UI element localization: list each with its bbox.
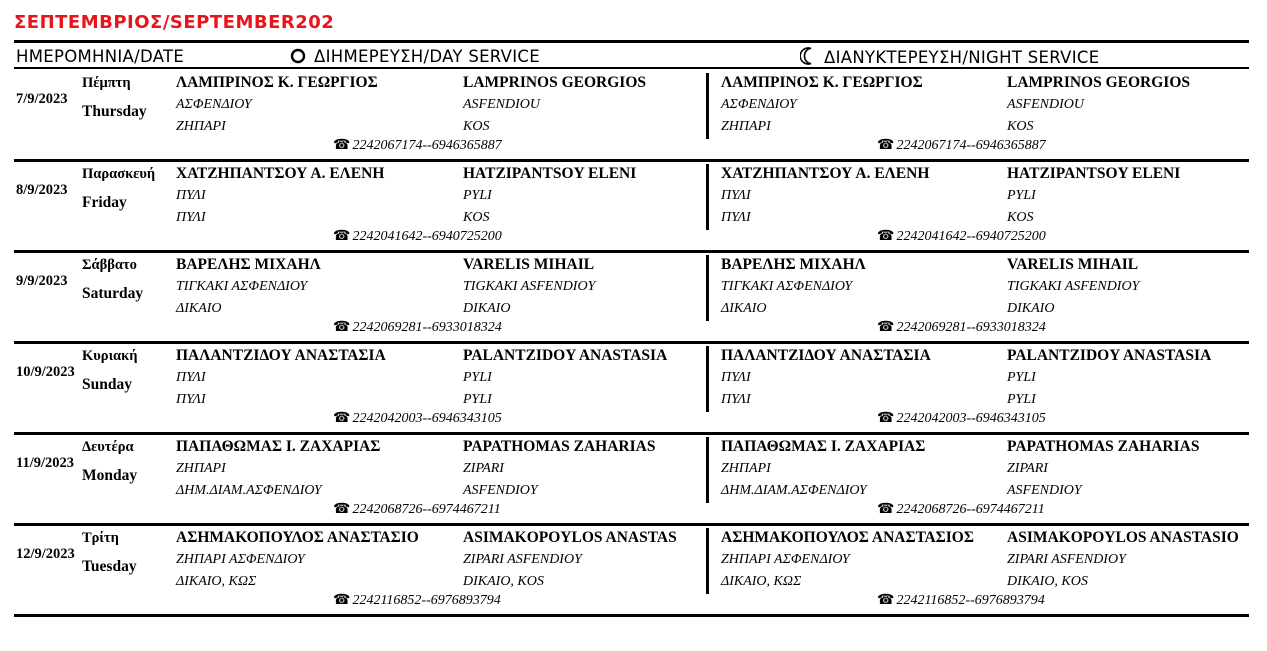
day-pharmacist-name-gr: ΒΑΡΕΛΗΣ ΜΙΧΑΗΛ [176, 256, 321, 273]
column-divider [706, 255, 709, 321]
night-address-en-line2: PYLI [1007, 392, 1036, 407]
row-day-english: Thursday [82, 103, 147, 120]
column-divider [706, 528, 709, 594]
day-pharmacist-name-gr: ΑΣΗΜΑΚΟΠΟΥΛΟΣ ΑΝΑΣΤΑΣΙΟ [176, 529, 419, 546]
phone-icon: ☎ [333, 593, 351, 608]
night-address-en-line2: DIKAIO [1007, 301, 1055, 316]
row-separator [14, 614, 1249, 617]
row-separator [14, 341, 1249, 344]
day-phone-number: 2242116852--6976893794 [352, 593, 501, 608]
row-day-english: Sunday [82, 376, 132, 393]
night-address-gr-line1: ΖΗΠΑΡΙ ΑΣΦΕΝΔΙΟΥ [721, 552, 850, 567]
night-pharmacist-name-en: ASIMAKOPOYLOS ANASTASIO [1007, 529, 1239, 546]
day-pharmacist-name-en: LAMPRINOS GEORGIOS [463, 74, 647, 91]
table-row [0, 255, 1267, 347]
night-pharmacist-name-en: LAMPRINOS GEORGIOS [1007, 74, 1191, 91]
night-phone [877, 319, 1046, 336]
day-phone [333, 319, 502, 336]
phone-icon: ☎ [877, 502, 895, 517]
night-phone [877, 410, 1046, 427]
night-pharmacist-name-en: HATZIPANTSOY ELENI [1007, 165, 1181, 182]
night-address-en-line2: DIKAIO, KOS [1007, 574, 1088, 589]
row-day-greek: Δευτέρα [82, 439, 134, 455]
day-phone-number: 2242041642--6940725200 [352, 229, 502, 244]
header-top-rule [14, 40, 1249, 43]
night-address-gr-line2: ΔΗΜ.ΔΙΑΜ.ΑΣΦΕΝΔΙΟΥ [721, 483, 867, 498]
day-pharmacist-name-gr: ΛΑΜΠΡΙΝΟΣ Κ. ΓΕΩΡΓΙΟΣ [176, 74, 378, 91]
night-address-gr-line1: ΤΙΓΚΑΚΙ ΑΣΦΕΝΔΙΟΥ [721, 279, 853, 294]
row-date: 10/9/2023 [16, 364, 75, 380]
phone-icon: ☎ [877, 229, 895, 244]
day-address-gr-line2: ΔΙΚΑΙΟ, ΚΩΣ [176, 574, 257, 589]
moon-icon [800, 47, 816, 69]
night-phone [877, 592, 1045, 609]
night-pharmacist-name-gr: ΠΑΠΑΘΩΜΑΣ Ι. ΖΑΧΑΡΙΑΣ [721, 438, 926, 455]
page-title: ΣΕΠΤΕΜΒΡΙΟΣ/SEPTEMBER202 [14, 12, 335, 33]
day-address-gr-line2: ΖΗΠΑΡΙ [176, 119, 226, 134]
night-phone [877, 228, 1046, 245]
day-address-en-line2: ASFENDIOY [463, 483, 538, 498]
row-separator [14, 523, 1249, 526]
day-pharmacist-name-en: VARELIS MIHAIL [463, 256, 595, 273]
night-pharmacist-name-en: PALANTZIDOY ANASTASIA [1007, 347, 1212, 364]
day-address-en-line2: PYLI [463, 392, 492, 407]
phone-icon: ☎ [333, 229, 351, 244]
day-phone [333, 137, 502, 154]
table-row [0, 528, 1267, 620]
day-address-en-line2: KOS [463, 119, 490, 134]
row-date: 11/9/2023 [16, 455, 75, 471]
table-row [0, 164, 1267, 256]
day-address-gr-line1: ΠΥΛΙ [176, 188, 206, 203]
day-address-gr-line1: ΑΣΦΕΝΔΙΟΥ [176, 97, 252, 112]
day-phone-number: 2242067174--6946365887 [352, 138, 502, 153]
day-address-en-line1: ZIPARI ASFENDIOY [463, 552, 582, 567]
night-address-gr-line1: ΠΥΛΙ [721, 370, 751, 385]
row-day-english: Saturday [82, 285, 144, 302]
phone-icon: ☎ [877, 411, 895, 426]
phone-icon: ☎ [333, 502, 351, 517]
day-phone [333, 228, 502, 245]
night-address-en-line1: PYLI [1007, 188, 1036, 203]
row-day-greek: Τρίτη [82, 530, 119, 546]
day-address-gr-line2: ΠΥΛΙ [176, 392, 206, 407]
table-row [0, 346, 1267, 438]
day-address-en-line1: ASFENDIOU [463, 97, 540, 112]
night-pharmacist-name-gr: ΧΑΤΖΗΠΑΝΤΣΟΥ Α. ΕΛΕΝΗ [721, 165, 930, 182]
night-pharmacist-name-gr: ΠΑΛΑΝΤΖΙΔΟΥ ΑΝΑΣΤΑΣΙΑ [721, 347, 931, 364]
night-address-gr-line2: ΠΥΛΙ [721, 210, 751, 225]
day-pharmacist-name-gr: ΠΑΛΑΝΤΖΙΔΟΥ ΑΝΑΣΤΑΣΙΑ [176, 347, 386, 364]
night-address-gr-line2: ΔΙΚΑΙΟ, ΚΩΣ [721, 574, 802, 589]
row-separator [14, 159, 1249, 162]
day-address-gr-line2: ΔΙΚΑΙΟ [176, 301, 222, 316]
column-divider [706, 346, 709, 412]
day-address-en-line2: DIKAIO, KOS [463, 574, 544, 589]
column-divider [706, 73, 709, 139]
night-address-en-line2: KOS [1007, 119, 1034, 134]
night-address-en-line1: PYLI [1007, 370, 1036, 385]
night-address-en-line1: ZIPARI [1007, 461, 1048, 476]
row-date: 12/9/2023 [16, 546, 75, 562]
row-date: 7/9/2023 [16, 91, 68, 107]
day-service-title: ΔΙΗΜΕΡΕΥΣΗ/DAY SERVICE [314, 47, 540, 66]
row-separator [14, 432, 1249, 435]
night-address-gr-line1: ΖΗΠΑΡΙ [721, 461, 771, 476]
row-day-greek: Σάββατο [82, 257, 137, 273]
night-address-en-line1: ZIPARI ASFENDIOY [1007, 552, 1126, 567]
day-phone [333, 410, 502, 427]
night-address-gr-line2: ΖΗΠΑΡΙ [721, 119, 771, 134]
phone-icon: ☎ [877, 593, 895, 608]
night-address-gr-line2: ΔΙΚΑΙΟ [721, 301, 767, 316]
night-address-gr-line2: ΠΥΛΙ [721, 392, 751, 407]
header-bottom-rule [14, 67, 1249, 69]
phone-icon: ☎ [333, 411, 351, 426]
day-address-gr-line1: ΠΥΛΙ [176, 370, 206, 385]
night-pharmacist-name-en: PAPATHOMAS ZAHARIAS [1007, 438, 1200, 455]
night-pharmacist-name-gr: ΒΑΡΕΛΗΣ ΜΙΧΑΗΛ [721, 256, 866, 273]
row-day-greek: Πέμπτη [82, 75, 131, 91]
phone-icon: ☎ [877, 138, 895, 153]
row-day-english: Tuesday [82, 558, 137, 575]
column-divider [706, 437, 709, 503]
night-phone-number: 2242116852--6976893794 [896, 593, 1045, 608]
day-address-en-line1: PYLI [463, 188, 492, 203]
night-address-gr-line1: ΠΥΛΙ [721, 188, 751, 203]
column-divider [706, 164, 709, 230]
row-date: 9/9/2023 [16, 273, 68, 289]
day-pharmacist-name-en: ASIMAKOPOYLOS ANASTAS [463, 529, 677, 546]
night-pharmacist-name-gr: ΑΣΗΜΑΚΟΠΟΥΛΟΣ ΑΝΑΣΤΑΣΙΟΣ [721, 529, 975, 546]
row-separator [14, 250, 1249, 253]
header-date-label [16, 47, 184, 66]
night-address-en-line2: KOS [1007, 210, 1034, 225]
header-day-service [290, 47, 540, 68]
day-phone-number: 2242069281--6933018324 [352, 320, 502, 335]
day-phone [333, 592, 501, 609]
night-address-gr-line1: ΑΣΦΕΝΔΙΟΥ [721, 97, 797, 112]
night-phone-number: 2242068726--6974467211 [896, 502, 1045, 517]
day-address-en-line1: TIGKAKI ASFENDIOY [463, 279, 596, 294]
row-day-greek: Κυριακή [82, 348, 138, 364]
phone-icon: ☎ [333, 138, 351, 153]
night-phone [877, 137, 1046, 154]
table-row [0, 73, 1267, 165]
day-address-gr-line1: ΖΗΠΑΡΙ [176, 461, 226, 476]
row-date: 8/9/2023 [16, 182, 68, 198]
day-pharmacist-name-gr: ΧΑΤΖΗΠΑΝΤΣΟΥ Α. ΕΛΕΝΗ [176, 165, 385, 182]
day-pharmacist-name-gr: ΠΑΠΑΘΩΜΑΣ Ι. ΖΑΧΑΡΙΑΣ [176, 438, 381, 455]
row-day-english: Monday [82, 467, 138, 484]
night-phone-number: 2242042003--6946343105 [896, 411, 1046, 426]
table-row [0, 437, 1267, 529]
day-phone [333, 501, 501, 518]
phone-icon: ☎ [333, 320, 351, 335]
night-address-en-line1: ASFENDIOU [1007, 97, 1084, 112]
night-pharmacist-name-en: VARELIS MIHAIL [1007, 256, 1139, 273]
sun-icon [290, 48, 306, 68]
night-address-en-line2: ASFENDIOY [1007, 483, 1082, 498]
day-pharmacist-name-en: HATZIPANTSOY ELENI [463, 165, 637, 182]
night-pharmacist-name-gr: ΛΑΜΠΡΙΝΟΣ Κ. ΓΕΩΡΓΙΟΣ [721, 74, 923, 91]
night-phone-number: 2242067174--6946365887 [896, 138, 1046, 153]
day-address-en-line2: DIKAIO [463, 301, 511, 316]
day-address-en-line2: KOS [463, 210, 490, 225]
row-day-greek: Παρασκευή [82, 166, 156, 182]
day-address-en-line1: ZIPARI [463, 461, 504, 476]
date-column-title: ΗΜΕΡΟΜΗΝΙΑ/DATE [16, 47, 185, 66]
day-address-gr-line1: ΖΗΠΑΡΙ ΑΣΦΕΝΔΙΟΥ [176, 552, 305, 567]
day-address-gr-line1: ΤΙΓΚΑΚΙ ΑΣΦΕΝΔΙΟΥ [176, 279, 308, 294]
row-day-english: Friday [82, 194, 127, 211]
day-phone-number: 2242068726--6974467211 [352, 502, 501, 517]
night-phone-number: 2242041642--6940725200 [896, 229, 1046, 244]
header-night-service [800, 47, 1099, 69]
day-address-gr-line2: ΠΥΛΙ [176, 210, 206, 225]
night-service-title: ΔΙΑΝΥΚΤΕΡΕΥΣΗ/NIGHT SERVICE [824, 48, 1100, 67]
night-address-en-line1: TIGKAKI ASFENDIOY [1007, 279, 1140, 294]
phone-icon: ☎ [877, 320, 895, 335]
day-address-gr-line2: ΔΗΜ.ΔΙΑΜ.ΑΣΦΕΝΔΙΟΥ [176, 483, 322, 498]
day-address-en-line1: PYLI [463, 370, 492, 385]
night-phone-number: 2242069281--6933018324 [896, 320, 1046, 335]
day-phone-number: 2242042003--6946343105 [352, 411, 502, 426]
day-pharmacist-name-en: PALANTZIDOY ANASTASIA [463, 347, 668, 364]
day-pharmacist-name-en: PAPATHOMAS ZAHARIAS [463, 438, 656, 455]
night-phone [877, 501, 1045, 518]
